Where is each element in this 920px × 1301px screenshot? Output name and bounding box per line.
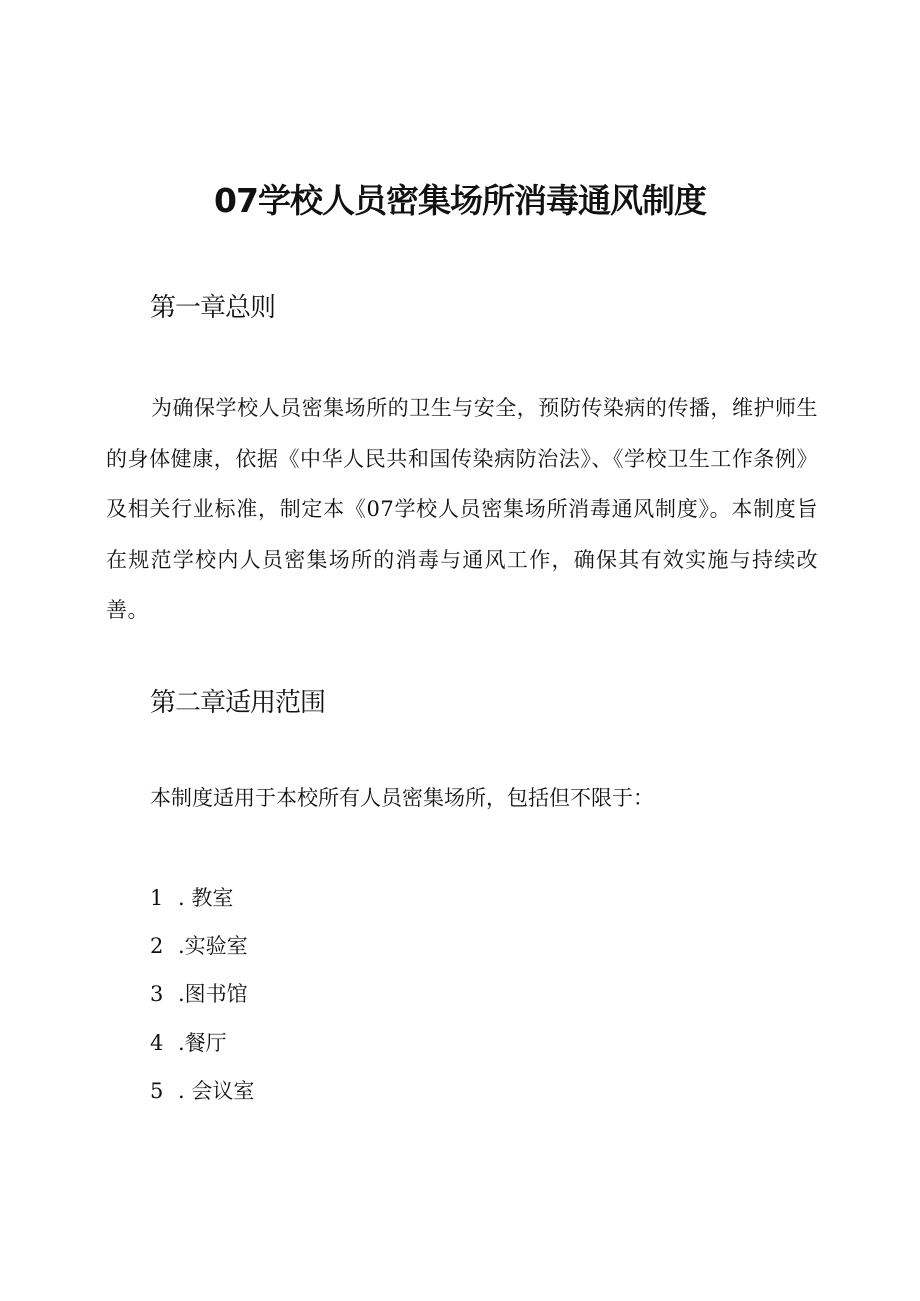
list-item-text: . 教室: [178, 886, 234, 910]
list-item: [150, 874, 254, 922]
list-item: [150, 922, 254, 970]
list-item: [150, 970, 254, 1018]
list-item-text: .图书馆: [178, 982, 248, 1007]
list-item: [150, 1067, 254, 1115]
chapter-heading-scope: 第二章适用范围: [150, 688, 326, 718]
chapter-paragraph: 为确保学校人员密集场所的卫生与安全，预防传染病的传播，维护师生的身体健康，依据《中华人民共和国传染病防治法》、《学校卫生工作条例》及相关行业标准，制定本《07学校人员密集场所消毒通风制度》。本制度旨在规范学校内人员密集场所的消毒与通风工作，确保其有效实施与持续改善。: [106, 396, 818, 622]
list-item-number: 1: [150, 886, 164, 910]
list-item-text: .实验室: [178, 934, 248, 959]
list-item-number: 2: [150, 934, 164, 959]
venue-list: [150, 874, 254, 1115]
list-item-number: 3: [150, 982, 164, 1007]
chapter-heading-general: 第一章总则: [150, 293, 276, 323]
scope-intro: 本制度适用于本校所有人员密集场所，包括但不限于：: [150, 786, 654, 810]
list-item-text: . 会议室: [178, 1078, 255, 1103]
document-title: 07学校人员密集场所消毒通风制度: [214, 181, 706, 220]
list-item-number: 4: [150, 1030, 164, 1055]
list-item-text: .餐厅: [178, 1030, 227, 1055]
list-item: [150, 1019, 254, 1067]
list-item-number: 5: [150, 1078, 164, 1103]
